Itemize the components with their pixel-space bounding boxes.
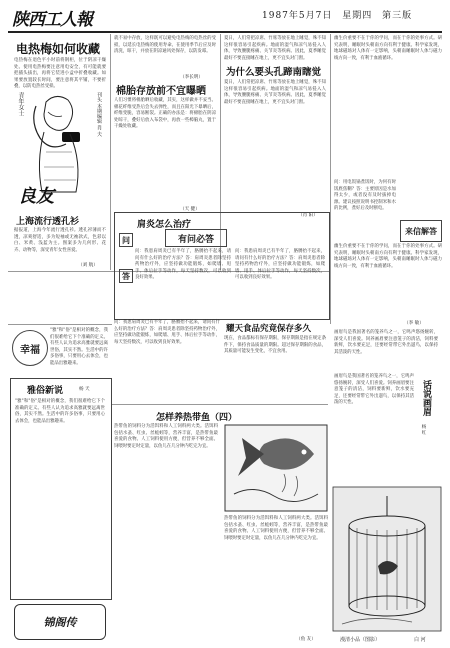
byline: （肖 阳） bbox=[298, 213, 318, 218]
article-body: 问：我患肩周炎已有半年了，胳膊抬不起来，请问有什么好的治疗方法？答：肩周炎患者除坚持药物治疗外，应坚持做功能锻炼，如爬墙、甩手、体后拉手等动作，每天坚持数次，可以收到良好效果。 bbox=[114, 320, 220, 345]
headline-thrush: 话说画眉 bbox=[421, 380, 431, 416]
editor-label: 刊头 本期编辑 肖 夫 bbox=[96, 92, 102, 137]
article-body: 就不易中存放，这样既可以避免电热梅的电热丝的受损，以延长电热梅的使用寿命。在使用季节后应及时清洗，晾干，并放在阴凉通风处保存，以防发霉。 bbox=[114, 36, 216, 55]
article-body: 据报道，上海今年流行透孔衫。透孔衫薄而不透，凉爽舒适，多为短袖或无袖款式，色彩以白、米黄、浅蓝为主。图案多为几何形、花卉、动物等，深受青年女性喜爱。 bbox=[14, 228, 106, 253]
byline: （李长明） bbox=[180, 75, 203, 80]
question-tag-text: 问 bbox=[122, 235, 130, 245]
weekday: 星期四 bbox=[342, 11, 373, 21]
headline-sleep-position: 为什么要头孔蹄南瞎觉 bbox=[226, 67, 322, 78]
column-label: 青年女士 bbox=[17, 92, 24, 116]
headline-tropical-fish: 怎样养热带鱼（四） bbox=[156, 413, 238, 423]
friend-banner bbox=[18, 182, 54, 208]
headline-cotton-quilt: 棉胎存放前不宜曝晒 bbox=[116, 86, 206, 97]
tropical-fish-illustration bbox=[224, 424, 328, 512]
letters-badge-text: 来信解答 bbox=[405, 225, 437, 236]
article-body: 幽生价重要不在于你的学问，而在于你的处事方式。研究表明，睡眠时头朝南方向有利于健康。科学家发现，地球磁场对人体有一定影响，头朝南睡眠时人体与磁力线方向一致，有利于血液循环。 bbox=[334, 244, 442, 269]
masthead bbox=[12, 4, 107, 30]
qa-body: 问：我患肩周炎已有半年了，胳膊抬不起来，请问有什么好的治疗方法？答：肩周炎患者除坚持药物治疗外，应坚持做功能锻炼，如爬墙、甩手、体后拉手等动作，每天坚持数次，可以收到良好效果。 bbox=[235, 249, 325, 281]
headline-shanghai-fashion: 上海流行透孔衫 bbox=[16, 217, 80, 227]
date: 1987年5月7日 bbox=[262, 11, 333, 21]
article-body: "雅"和"俗"是相对的概念，我们很难给它下个准确的定义。有些人认为追求高雅就要远离世俗，其实不然。生活中的许多俗事，只要用心去体会，也能品出雅趣来。 bbox=[50, 328, 108, 366]
column-divider bbox=[110, 34, 111, 270]
article-body: 热带鱼的饲料分为活饵料和人工饲料两大类。活饵料包括水蚤、红虫、丝蚯蚓等，营养丰富，是热带鱼最喜爱的食物。人工饲料使用方便，但营养不够全面。饲喂时要定时定量，以鱼儿在几分钟内吃完为宜。 bbox=[114, 424, 218, 449]
logo-banner bbox=[14, 604, 106, 640]
byline: （刘 航） bbox=[78, 263, 98, 268]
logo-banner-text: 锦阁传 bbox=[43, 616, 77, 629]
elegance-box bbox=[10, 378, 112, 600]
page-number: 第三版 bbox=[382, 11, 413, 21]
happiness-badge bbox=[12, 330, 48, 366]
column-divider bbox=[330, 34, 331, 324]
question-tag bbox=[119, 233, 133, 247]
letters-badge bbox=[400, 220, 442, 242]
headline-electric-blanket: 电热梅如何收藏 bbox=[16, 42, 101, 56]
qa-body: 问：我患肩周炎已有半年了，胳膊抬不起来，请问有什么好的治疗方法？答：肩周炎患者除坚持药物治疗外，应坚持做功能锻炼，如爬墙、甩手、体后拉手等动作，每天坚持数次，可以收到良好效果。 bbox=[135, 249, 231, 281]
byline: （李 敏） bbox=[404, 321, 424, 326]
qa-headline-box bbox=[165, 229, 227, 247]
article-body: 画眉鸟是我国著名的笼养鸟之一，它鸣声悠扬婉转，深受人们喜爱。饲养画眉要注意笼子的清洁，饲料要新鲜，饮水要充足，还要经常带它外出遛鸟，以保持其活泼的天性。 bbox=[334, 374, 414, 406]
article-body: 热带鱼的饲料分为活饵料和人工饲料两大类。活饵料包括水蚤、红虫、丝蚯蚓等，营养丰富，是热带鱼最喜爱的食物。人工饲料使用方便，但营养不够全面。饲喂时要定时定量，以鱼儿在几分钟内吃完为宜。 bbox=[224, 516, 328, 541]
headline-food-storage: 耀天食品究竟保存多久 bbox=[226, 324, 312, 334]
dateline bbox=[262, 8, 412, 21]
article-body: "雅"和"俗"是相对的概念，我们很难给它下个准确的定义。有些人认为追求高雅就要远离世俗，其实不然。生活中的许多俗事，只要用心去体会，也能品出雅趣来。 bbox=[15, 399, 105, 424]
qa-box bbox=[114, 212, 330, 320]
section-divider bbox=[112, 404, 328, 405]
photo-credit: 白 河 bbox=[414, 637, 426, 643]
article-body: 问：用电饭锅煮饭时，为何有时饭底焦糊？答：主要原因是水加得太少，或者没有及时拔掉电源。建议按照说明书控制米和水的比例，煮好后及时断电。 bbox=[334, 180, 396, 212]
article-body: 画眉鸟是我国著名的笼养鸟之一，它鸣声悠扬婉转，深受人们喜爱。饲养画眉要注意笼子的清洁，饲料要新鲜，饮水要充足，还要经常带它外出遛鸟，以保持其活泼的天性。 bbox=[334, 330, 438, 355]
byline: 杨 天 bbox=[79, 387, 90, 392]
byline: 杨 红 bbox=[421, 424, 426, 435]
photo-caption: 漫清小品（图影） bbox=[340, 637, 381, 643]
article-body: 幽生价重要不在于你的学问，而在于你的处事方式。研究表明，睡眠时头朝南方向有利于健康。科学家发现，地球磁场对人体有一定影响，头朝南睡眠时人体与磁力线方向一致，有利于血液循环。 bbox=[334, 36, 442, 61]
article-body: 夏日，人们常把凉席、竹席等放在地上睡觉，殊不知这样很容易引起疾病。地面的湿气和凉气易侵入人体，导致腰腿疼痛、关节炎等疾病。因此，夏季睡觉最好不要直接睡在地上，更不宜头对门窗。 bbox=[224, 36, 326, 61]
birdcage-illustration bbox=[332, 486, 442, 632]
section-divider bbox=[8, 324, 112, 325]
headline-elegance: 雅俗新说 bbox=[27, 386, 64, 396]
happiness-badge-text: 幸福 bbox=[20, 344, 40, 356]
friend-banner-text: 良友 bbox=[18, 186, 54, 207]
byline: （天 健） bbox=[180, 207, 200, 212]
answer-tag-text: 答 bbox=[122, 271, 130, 281]
answer-tag bbox=[119, 269, 133, 283]
qa-subheadline: 肩炎怎么治疗 bbox=[137, 220, 192, 230]
article-body: 电热梅在退色平小时前将钢柜，位于阴凉干燥处。使用电热梅要注意用电安全，有可能就要把插头拔出，再将它装进小盒中折叠收藏。如果要放置较长时间，要注意将其平铺，不要折叠，以防电热丝受损。 bbox=[14, 58, 106, 90]
masthead-title: 陕西工人報 bbox=[12, 9, 92, 30]
article-body: 夏日，人们常把凉席、竹席等放在地上睡觉，殊不知这样很容易引起疾病。地面的湿气和凉气易侵入人体，导致腰腿疼痛、关节炎等疾病。因此，夏季睡觉最好不要直接睡在地上，更不宜头对门窗。 bbox=[224, 80, 326, 105]
qa-headline: 有问必答 bbox=[177, 234, 214, 245]
byline: （鱼 友） bbox=[296, 637, 316, 642]
masthead-rule bbox=[8, 31, 442, 33]
article-body: 现在，食品都标有保存期限，保存期限是指在规定条件下，保持食品质量的期限。超过保存期限的食品，其质量可能发生变化，不宜食用。 bbox=[224, 336, 326, 355]
article-body: 人们习惯将棉胎晒后收藏，其实，这样做并不妥当。棉花纤维受热后会失去弹性，而且在阳光下暴晒后，纤维变脆，容易断裂。正确的办法是：将棉胎在阴凉处晾干，叠好后放入布袋中，再放一些樟脑丸，置于干燥处收藏。 bbox=[114, 98, 216, 130]
